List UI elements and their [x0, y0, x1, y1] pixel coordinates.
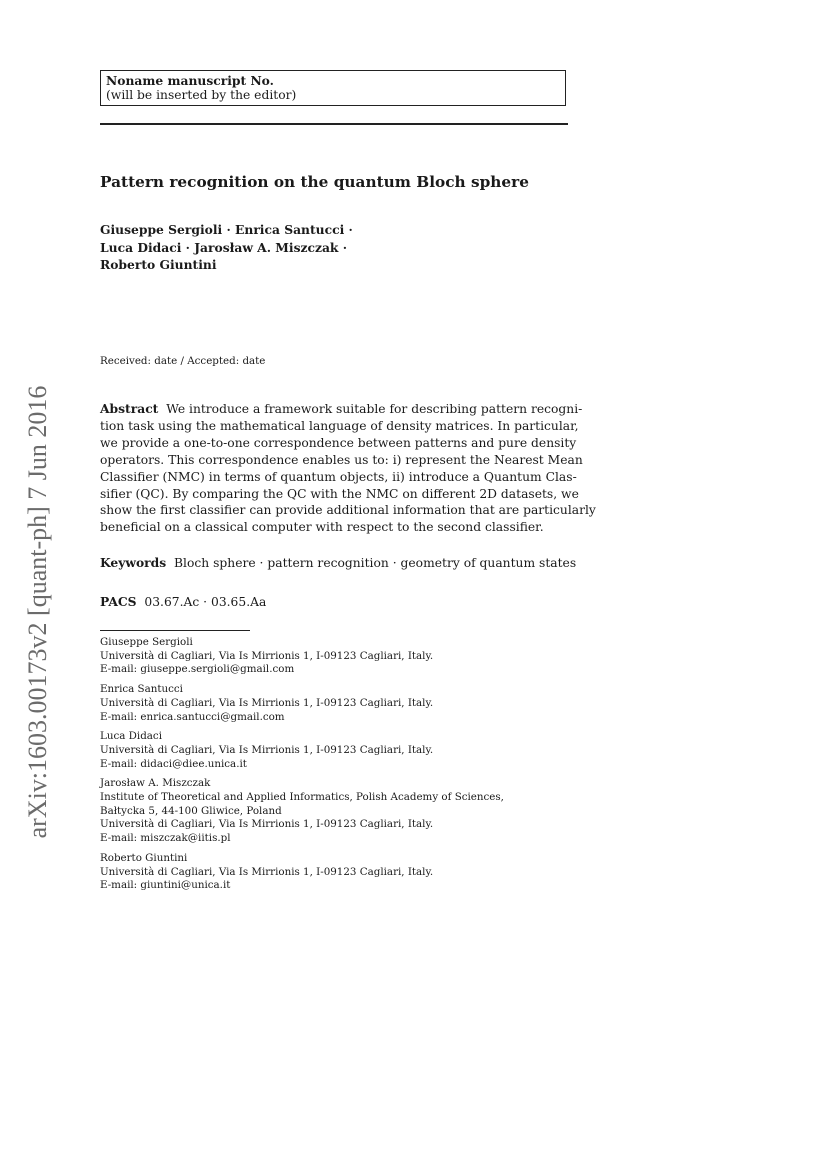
affiliation-address: Bałtycka 5, 44-100 Gliwice, Poland [100, 804, 282, 817]
manuscript-number-label: Noname manuscript No. [106, 73, 274, 88]
affiliation-name: Roberto Giuntini [100, 851, 188, 864]
affiliation-address: Università di Cagliari, Via Is Mirrionis 1, I-09123 Cagliari, Italy. [100, 696, 434, 709]
affiliation-block [100, 777, 504, 846]
affiliation-name: Enrica Santucci [100, 683, 183, 696]
pacs-label: PACS [100, 594, 137, 609]
affiliation-block [100, 730, 504, 771]
keywords [100, 555, 576, 570]
abstract-label: Abstract [100, 401, 159, 416]
affiliation-email: E-mail: enrica.santucci@gmail.com [100, 710, 285, 723]
received-accepted: Received: date / Accepted: date [100, 355, 266, 367]
author-line: Luca Didaci · Jarosław A. Miszczak · [100, 239, 347, 255]
footnote-rule [100, 630, 250, 631]
affiliation-name: Luca Didaci [100, 730, 162, 743]
pacs-text: 03.67.Ac · 03.65.Aa [144, 595, 267, 609]
affiliation-email: E-mail: miszczak@iitis.pl [100, 832, 231, 845]
abstract-line: Classifier (NMC) in terms of quantum objects, ii) introduce a Quantum Clas- [100, 469, 577, 484]
abstract-line: show the first classifier can provide additional information that are particularly [100, 503, 596, 518]
abstract-line: tion task using the mathematical language of density matrices. In particular, [100, 418, 579, 433]
affiliation-address: Università di Cagliari, Via Is Mirrionis 1, I-09123 Cagliari, Italy. [100, 743, 434, 756]
abstract-text: We introduce a framework suitable for describing pattern recogni- [166, 402, 583, 416]
arxiv-identifier-stamp: arXiv:1603.00173v2 [quant-ph] 7 Jun 2016 [23, 385, 52, 839]
editor-note: (will be inserted by the editor) [106, 88, 297, 102]
abstract-line: beneficial on a classical computer with respect to the second classifier. [100, 520, 544, 535]
manuscript-number-box [100, 70, 566, 106]
keywords-text: Bloch sphere · pattern recognition · geometry of quantum states [174, 556, 577, 570]
affiliation-email: E-mail: giuseppe.sergioli@gmail.com [100, 663, 295, 676]
abstract-line: sifier (QC). By comparing the QC with the NMC on different 2D datasets, we [100, 486, 579, 501]
affiliation-block [100, 636, 504, 677]
affiliation-name: Jarosław A. Miszczak [100, 777, 211, 790]
abstract-line [100, 401, 583, 418]
header-rule [100, 123, 568, 125]
affiliation-address: Università di Cagliari, Via Is Mirrionis 1, I-09123 Cagliari, Italy. [100, 865, 434, 878]
affiliation-email: E-mail: giuntini@unica.it [100, 879, 231, 892]
pacs [100, 594, 266, 609]
affiliation-address: Institute of Theoretical and Applied Informatics, Polish Academy of Sciences, [100, 791, 504, 804]
affiliation-address: Università di Cagliari, Via Is Mirrionis 1, I-09123 Cagliari, Italy. [100, 649, 434, 662]
paper-title: Pattern recognition on the quantum Bloch sphere [100, 173, 529, 191]
keywords-label: Keywords [100, 555, 167, 570]
author-list [100, 221, 353, 274]
affiliation-address: Università di Cagliari, Via Is Mirrionis 1, I-09123 Cagliari, Italy. [100, 818, 434, 831]
abstract-line: we provide a one-to-one correspondence between patterns and pure density [100, 435, 577, 450]
abstract [100, 401, 596, 536]
author-line: Giuseppe Sergioli · Enrica Santucci · [100, 222, 353, 237]
abstract-line: operators. This correspondence enables us to: i) represent the Nearest Mean [100, 452, 583, 467]
affiliation-name: Giuseppe Sergioli [100, 636, 193, 648]
affiliation-block [100, 852, 504, 893]
affiliations [100, 636, 504, 899]
author-line: Roberto Giuntini [100, 257, 217, 272]
affiliation-email: E-mail: didaci@diee.unica.it [100, 757, 247, 770]
affiliation-block [100, 683, 504, 724]
